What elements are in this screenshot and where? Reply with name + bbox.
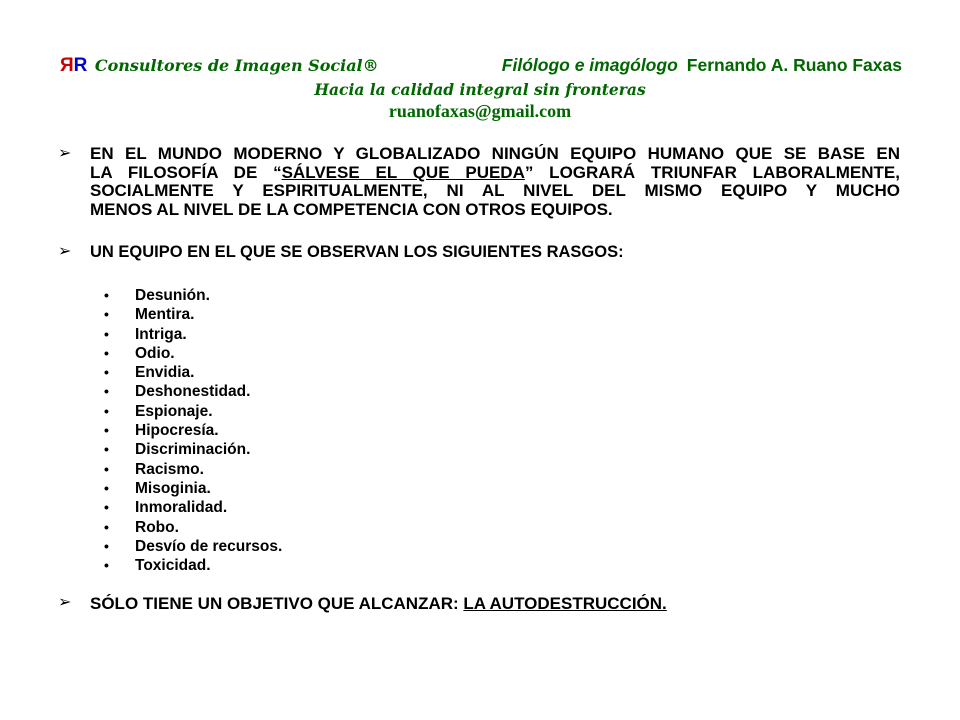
trait-item (104, 460, 282, 479)
trait-label: Envidia. (135, 364, 195, 382)
header-brand (60, 55, 379, 77)
logo-letter-r: R (73, 55, 88, 76)
dot-bullet-icon: • (104, 344, 109, 361)
text-line (90, 145, 900, 164)
dot-bullet-icon: • (104, 364, 109, 381)
text-segment: SOCIALMENTE Y ESPIRITUALMENTE, NI AL NIVEL DEL MISMO EQUIPO Y MUCHO (90, 181, 900, 200)
trait-label: Robo. (135, 518, 179, 536)
dot-bullet-icon: • (104, 306, 109, 323)
dot-bullet-icon: • (104, 287, 109, 303)
underlined-text-segment: LA AUTODESTRUCCIÓN. (463, 594, 667, 613)
trait-item (104, 498, 282, 517)
trait-item (104, 305, 282, 324)
trait-item (104, 421, 282, 440)
text-segment: SÓLO TIENE UN OBJETIVO QUE ALCANZAR: (90, 594, 464, 613)
brand-name: Consultores de Imagen Social® (94, 56, 379, 75)
trait-item (104, 537, 282, 556)
arrow-bullet-icon: ➢ (58, 145, 72, 162)
trait-item (104, 556, 282, 575)
trait-label: Intriga. (135, 325, 187, 343)
dot-bullet-icon: • (104, 479, 109, 496)
trait-item (104, 344, 282, 363)
bullet-1-text (90, 145, 900, 219)
dot-bullet-icon: • (104, 460, 109, 477)
trait-item (104, 479, 282, 498)
dot-bullet-icon: • (104, 383, 109, 400)
header-title (502, 55, 902, 76)
text-segment: MENOS AL NIVEL DE LA COMPETENCIA CON OTROS EQUIPOS. (90, 199, 613, 219)
text-segment: UN EQUIPO EN EL QUE SE OBSERVAN LOS SIGUIENTES RASGOS: (90, 243, 624, 261)
trait-label: Desunión. (135, 287, 210, 304)
trait-item (104, 325, 282, 344)
dot-bullet-icon: • (104, 499, 109, 516)
tagline: Hacia la calidad integral sin fronteras (314, 80, 646, 99)
dot-bullet-icon: • (104, 402, 109, 419)
dot-bullet-icon: • (104, 325, 109, 342)
trait-label: Toxicidad. (135, 557, 211, 575)
trait-label: Hipocresía. (135, 422, 219, 440)
dot-bullet-icon: • (104, 537, 109, 554)
email-address: ruanofaxas@gmail.com (388, 101, 572, 121)
bullet-item-3 (58, 594, 900, 613)
dot-bullet-icon: • (104, 518, 109, 535)
trait-item (104, 382, 282, 401)
header (60, 55, 902, 77)
traits-list (104, 286, 282, 575)
bullet-item-2 (58, 243, 900, 262)
trait-item (104, 402, 282, 421)
trait-item (104, 363, 282, 382)
trait-item (104, 518, 282, 537)
text-segment: EN EL MUNDO MODERNO Y GLOBALIZADO NINGÚN EQUIPO HUMANO QUE SE BASE EN (90, 144, 900, 163)
trait-label: Discriminación. (135, 441, 251, 459)
trait-item (104, 286, 282, 305)
underlined-text-segment: SÁLVESE EL QUE PUEDA (281, 162, 525, 182)
trait-item (104, 440, 282, 459)
dot-bullet-icon: • (104, 441, 109, 458)
trait-label: Deshonestidad. (135, 383, 251, 401)
trait-label: Mentira. (135, 306, 195, 324)
text-line (90, 164, 900, 183)
trait-label: Inmoralidad. (135, 499, 228, 517)
dot-bullet-icon: • (104, 422, 109, 439)
text-segment: ” LOGRARÁ TRIUNFAR LABORALMENTE, (524, 162, 900, 182)
text-line (90, 201, 900, 220)
text-segment: LA FILOSOFÍA DE “ (90, 162, 282, 182)
arrow-bullet-icon: ➢ (58, 594, 72, 611)
title-role: Filólogo e imagólogo (501, 55, 678, 75)
text-line (90, 243, 900, 262)
trait-label: Racismo. (135, 460, 204, 478)
arrow-bullet-icon: ➢ (58, 243, 72, 260)
trait-label: Odio. (135, 344, 175, 362)
bullet-3-text (90, 594, 900, 613)
text-line (90, 594, 900, 613)
trait-label: Misoginia. (135, 479, 211, 497)
text-line (90, 182, 900, 201)
title-person: Fernando A. Ruano Faxas (686, 55, 902, 75)
dot-bullet-icon: • (104, 557, 109, 574)
logo-letter-ya: Я (60, 55, 74, 76)
bullet-2-text (90, 243, 900, 262)
trait-label: Desvío de recursos. (135, 537, 283, 555)
bullet-item-1 (58, 145, 900, 219)
trait-label: Espionaje. (135, 402, 213, 420)
